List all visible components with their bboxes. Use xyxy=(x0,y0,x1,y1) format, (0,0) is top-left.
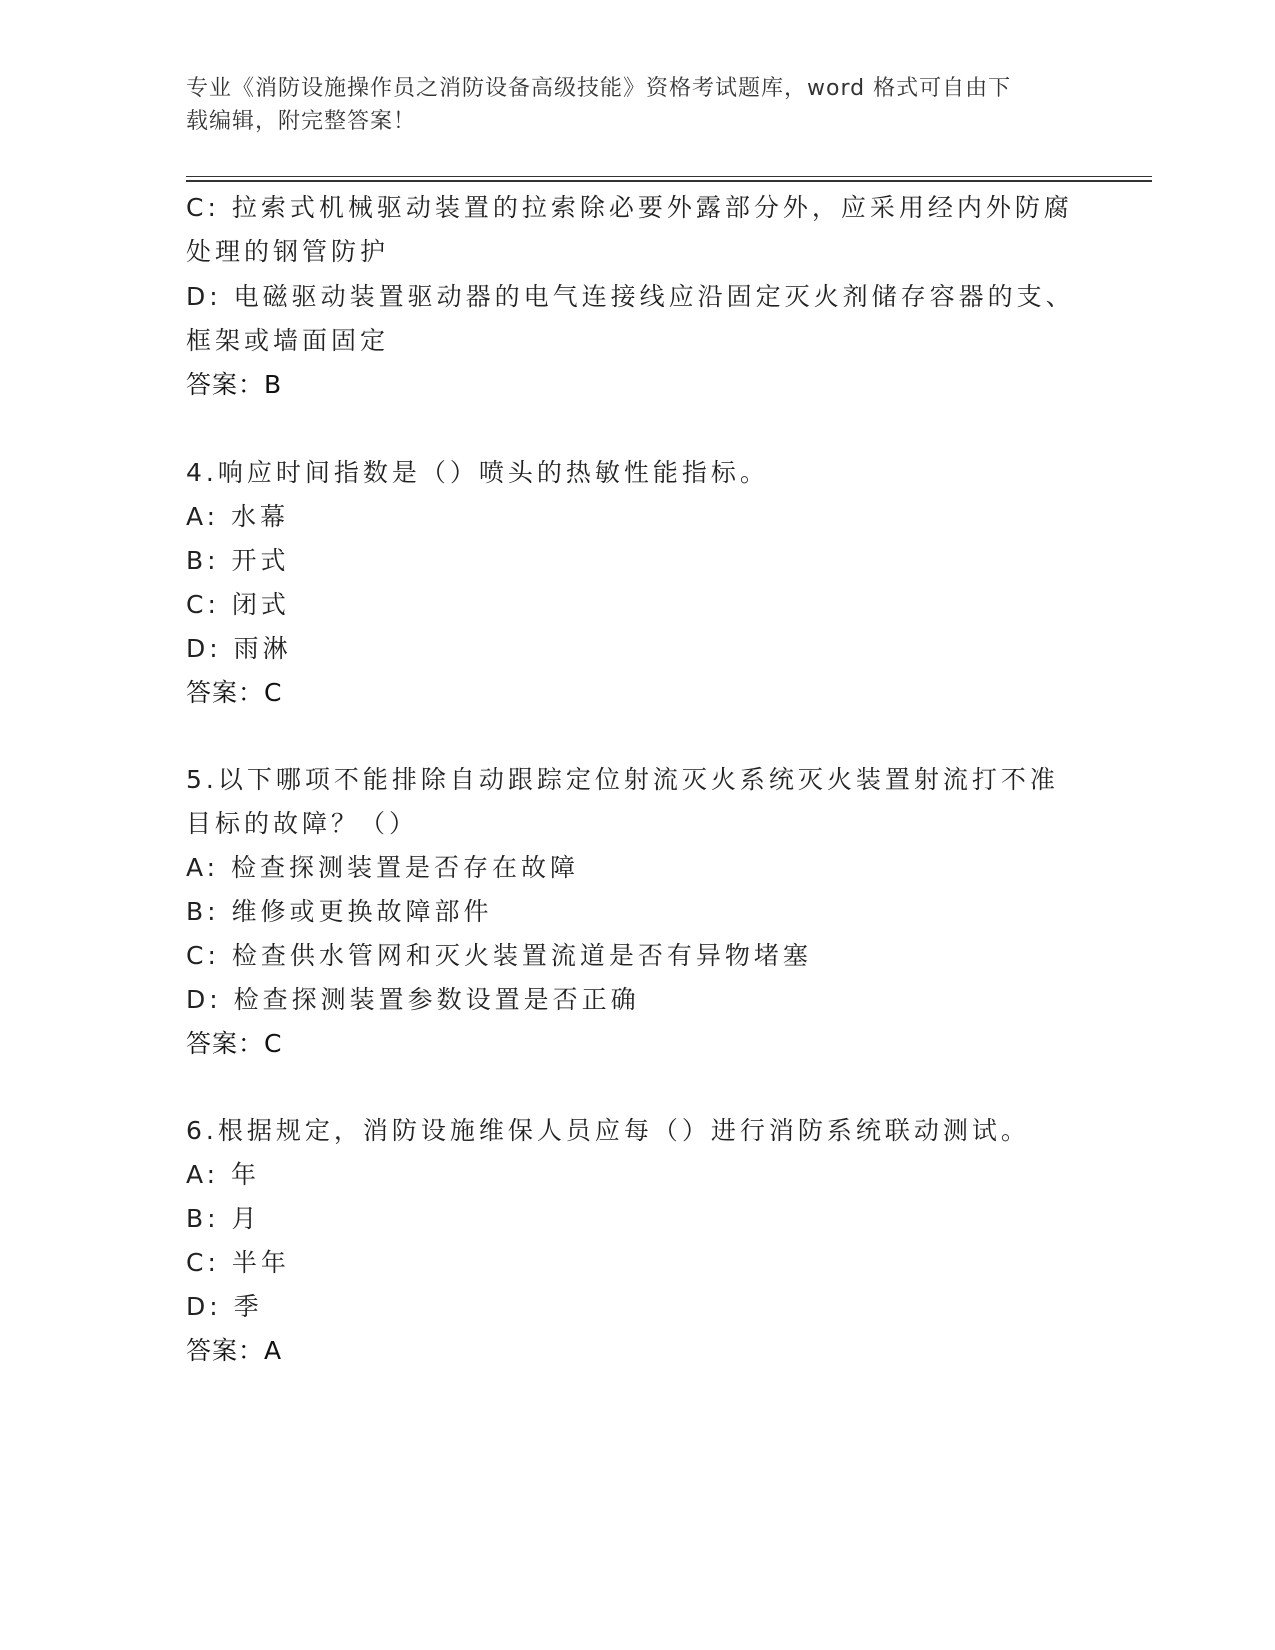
q4-option-b: B: 开式 xyxy=(186,546,290,575)
header-line-2: 载编辑，附完整答案！ xyxy=(186,109,417,134)
q5-stem-line-1: 5.以下哪项不能排除自动跟踪定位射流灭火系统灭火装置射流打不准 xyxy=(186,765,1059,794)
q3-answer: 答案：B xyxy=(186,370,283,399)
q6-stem: 6.根据规定，消防设施维保人员应每（）进行消防系统联动测试。 xyxy=(186,1116,1030,1145)
q6-answer: 答案：A xyxy=(186,1336,283,1365)
q4-option-a: A: 水幕 xyxy=(186,502,290,531)
q5-stem-line-2: 目标的故障？（） xyxy=(186,809,419,838)
q6-option-c: C: 半年 xyxy=(186,1248,290,1277)
q6-option-b: B: 月 xyxy=(186,1204,261,1233)
q4-option-d: D: 雨淋 xyxy=(186,634,292,663)
q4-answer: 答案：C xyxy=(186,678,283,707)
q5-option-b: B: 维修或更换故障部件 xyxy=(186,897,493,926)
q5-answer: 答案：C xyxy=(186,1029,283,1058)
q4-stem: 4.响应时间指数是（）喷头的热敏性能指标。 xyxy=(186,458,769,487)
q4-option-c: C: 闭式 xyxy=(186,590,290,619)
q5-option-a: A: 检查探测装置是否存在故障 xyxy=(186,853,580,882)
q5-option-c: C: 检查供水管网和灭火装置流道是否有异物堵塞 xyxy=(186,941,812,970)
q6-option-d: D: 季 xyxy=(186,1292,263,1321)
header-divider-thick xyxy=(186,180,1152,182)
header-line-1: 专业《消防设施操作员之消防设备高级技能》资格考试题库，word 格式可自由下 xyxy=(186,76,1012,101)
q5-option-d: D: 检查探测装置参数设置是否正确 xyxy=(186,985,640,1014)
q3-option-c-line-2: 处理的钢管防护 xyxy=(186,237,390,266)
q3-option-c-line-1: C: 拉索式机械驱动装置的拉索除必要外露部分外，应采用经内外防腐 xyxy=(186,193,1073,222)
q6-option-a: A: 年 xyxy=(186,1160,261,1189)
header-divider-thin xyxy=(186,176,1152,177)
document-header xyxy=(186,72,1066,138)
q3-option-d-line-2: 框架或墙面固定 xyxy=(186,326,390,355)
q3-option-d-line-1: D: 电磁驱动装置驱动器的电气连接线应沿固定灭火剂储存容器的支、 xyxy=(186,282,1075,311)
